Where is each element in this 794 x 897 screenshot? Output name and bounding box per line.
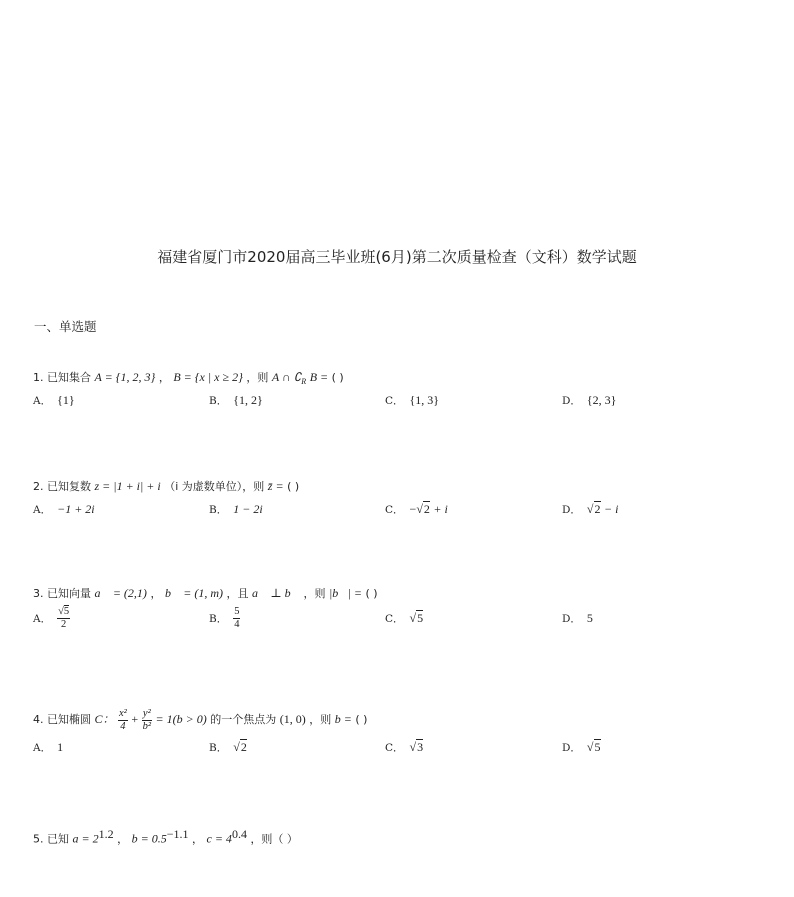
question-stem <box>33 366 344 388</box>
stem-math: a = 2 <box>72 831 99 846</box>
option-c <box>385 497 448 522</box>
option-label: C． <box>385 504 404 516</box>
option-label: B． <box>209 742 228 754</box>
stem-text: 4. 已知椭圆 <box>33 713 91 726</box>
stem-math: b = 0.5 <box>131 831 167 846</box>
numerator: √5 <box>58 606 70 617</box>
denominator: 4 <box>234 619 240 630</box>
stem-text: ， <box>192 832 203 846</box>
question-4 <box>33 703 601 761</box>
numerator: x² <box>119 707 127 719</box>
stem-text: ，则（ ） <box>250 832 298 846</box>
option-text: 1 <box>57 740 64 754</box>
option-label: C． <box>385 395 404 407</box>
stem-math: C： <box>94 712 115 726</box>
stem-math: A ∩ ∁ <box>271 370 302 384</box>
option-text: 5 <box>586 611 593 625</box>
denominator: 2 <box>60 619 67 630</box>
denominator: 4 <box>120 720 126 732</box>
sqrt-sign: √5 <box>409 611 424 625</box>
stem-text: ， <box>150 587 162 600</box>
stem-math: a⃗ ⊥ b⃗ <box>252 586 300 600</box>
option-text: {1} <box>57 393 75 407</box>
stem-text: ， <box>117 832 129 846</box>
option-text: + i <box>433 502 448 516</box>
section-heading: 一、单选题 <box>34 319 97 334</box>
exponent: −1.1 <box>166 827 189 841</box>
sqrt-sign: √2 <box>416 502 430 516</box>
stem-math: (1, 0) <box>279 712 306 726</box>
stem-text: ，且 <box>226 587 249 600</box>
exponent: 0.4 <box>231 827 247 841</box>
fraction <box>233 606 240 631</box>
fraction <box>57 606 70 631</box>
option-label: D． <box>562 742 581 754</box>
option-text: 1 − 2i <box>233 502 263 516</box>
option-d <box>562 388 616 413</box>
stem-text: ( ) <box>355 713 368 726</box>
option-d <box>562 606 593 631</box>
option-b <box>209 388 263 413</box>
stem-math: B = <box>309 370 329 384</box>
question-stem <box>33 703 367 735</box>
stem-text: （i 为虚数单位），则 <box>164 480 265 493</box>
fraction <box>118 708 128 733</box>
stem-text: 3. 已知向量 <box>33 587 91 600</box>
sqrt-sign: √2 <box>586 502 601 516</box>
option-a <box>33 388 75 413</box>
page-title: 福建省厦门市2020届高三毕业班(6月)第二次质量检查（文科）数学试题 <box>157 248 637 266</box>
option-text: {1, 3} <box>409 393 440 407</box>
option-label: B． <box>209 504 228 516</box>
option-label: B． <box>209 395 228 407</box>
options <box>33 497 619 523</box>
options <box>33 604 593 634</box>
option-label: A． <box>33 612 52 625</box>
question-5 <box>33 823 298 845</box>
question-stem <box>33 475 299 497</box>
radicand: 2 <box>240 740 247 754</box>
option-text: − i <box>604 502 619 516</box>
option-a <box>33 497 95 522</box>
stem-math: z = |1 + i| + i <box>94 479 161 493</box>
radicand: 5 <box>63 606 70 617</box>
sqrt-sign: √5 <box>586 740 601 754</box>
option-label: A． <box>33 504 52 516</box>
question-2 <box>33 475 619 523</box>
radicand: 2 <box>423 502 430 516</box>
denominator: b² <box>142 720 152 732</box>
stem-math: a⃗ = (2,1) <box>94 586 147 600</box>
option-text: − <box>409 502 417 516</box>
stem-math: R <box>301 377 307 387</box>
options <box>33 388 617 414</box>
stem-math: z̄ = <box>267 479 284 493</box>
option-label: B． <box>209 612 228 625</box>
stem-text: ( ) <box>287 480 300 493</box>
exponent: 1.2 <box>98 827 114 841</box>
fraction <box>142 708 152 733</box>
stem-math: b = <box>334 712 352 726</box>
option-text: {1, 2} <box>233 393 263 407</box>
stem-text: 1. 已知集合 <box>33 371 91 384</box>
option-d <box>562 735 601 760</box>
question-1 <box>33 366 617 414</box>
stem-text: ，则 <box>309 713 332 726</box>
radicand: 3 <box>417 740 424 754</box>
radicand: 5 <box>594 740 601 754</box>
radicand: 5 <box>417 611 424 625</box>
stem-text: ( ) <box>331 371 344 384</box>
stem-math: c = 4 <box>206 831 232 846</box>
option-c <box>385 735 423 760</box>
stem-text: 2. 已知复数 <box>33 480 91 493</box>
option-text: {2, 3} <box>586 393 617 407</box>
stem-text: ，则 <box>303 587 326 600</box>
stem-math: + <box>131 712 139 726</box>
option-text: −1 + 2i <box>57 502 95 516</box>
option-c <box>385 606 423 631</box>
option-label: D． <box>562 395 581 407</box>
sqrt-sign: √2 <box>233 740 247 754</box>
question-3 <box>33 582 593 634</box>
options <box>33 735 601 761</box>
stem-math: = 1(b > 0) <box>155 712 207 726</box>
question-stem <box>33 823 298 845</box>
stem-math: B = {x | x ≥ 2} <box>173 370 243 384</box>
option-label: D． <box>562 504 581 516</box>
option-c <box>385 388 439 413</box>
stem-text: ，则 <box>246 371 269 384</box>
question-stem <box>33 582 378 604</box>
option-a <box>33 606 70 631</box>
option-label: A． <box>33 395 52 407</box>
option-b <box>209 497 263 522</box>
sqrt-sign: √3 <box>409 740 424 754</box>
stem-text: ， <box>158 371 170 384</box>
stem-math: A = {1, 2, 3} <box>94 370 156 384</box>
option-label: A． <box>33 742 52 754</box>
numerator: 5 <box>234 606 240 617</box>
option-label: D． <box>562 613 581 625</box>
radicand: 2 <box>594 502 601 516</box>
stem-text: ( ) <box>365 587 378 600</box>
stem-math: b⃗ = (1, m) <box>164 586 224 600</box>
stem-text: 5. 已知 <box>33 832 69 846</box>
option-d <box>562 497 618 522</box>
option-label: C． <box>385 613 404 625</box>
numerator: y² <box>142 707 151 719</box>
stem-math: |b⃗| = <box>328 586 363 600</box>
option-b <box>209 735 247 760</box>
stem-text: 的一个焦点为 <box>210 713 277 726</box>
option-b <box>209 606 240 631</box>
option-a <box>33 735 63 760</box>
option-label: C． <box>385 742 404 754</box>
